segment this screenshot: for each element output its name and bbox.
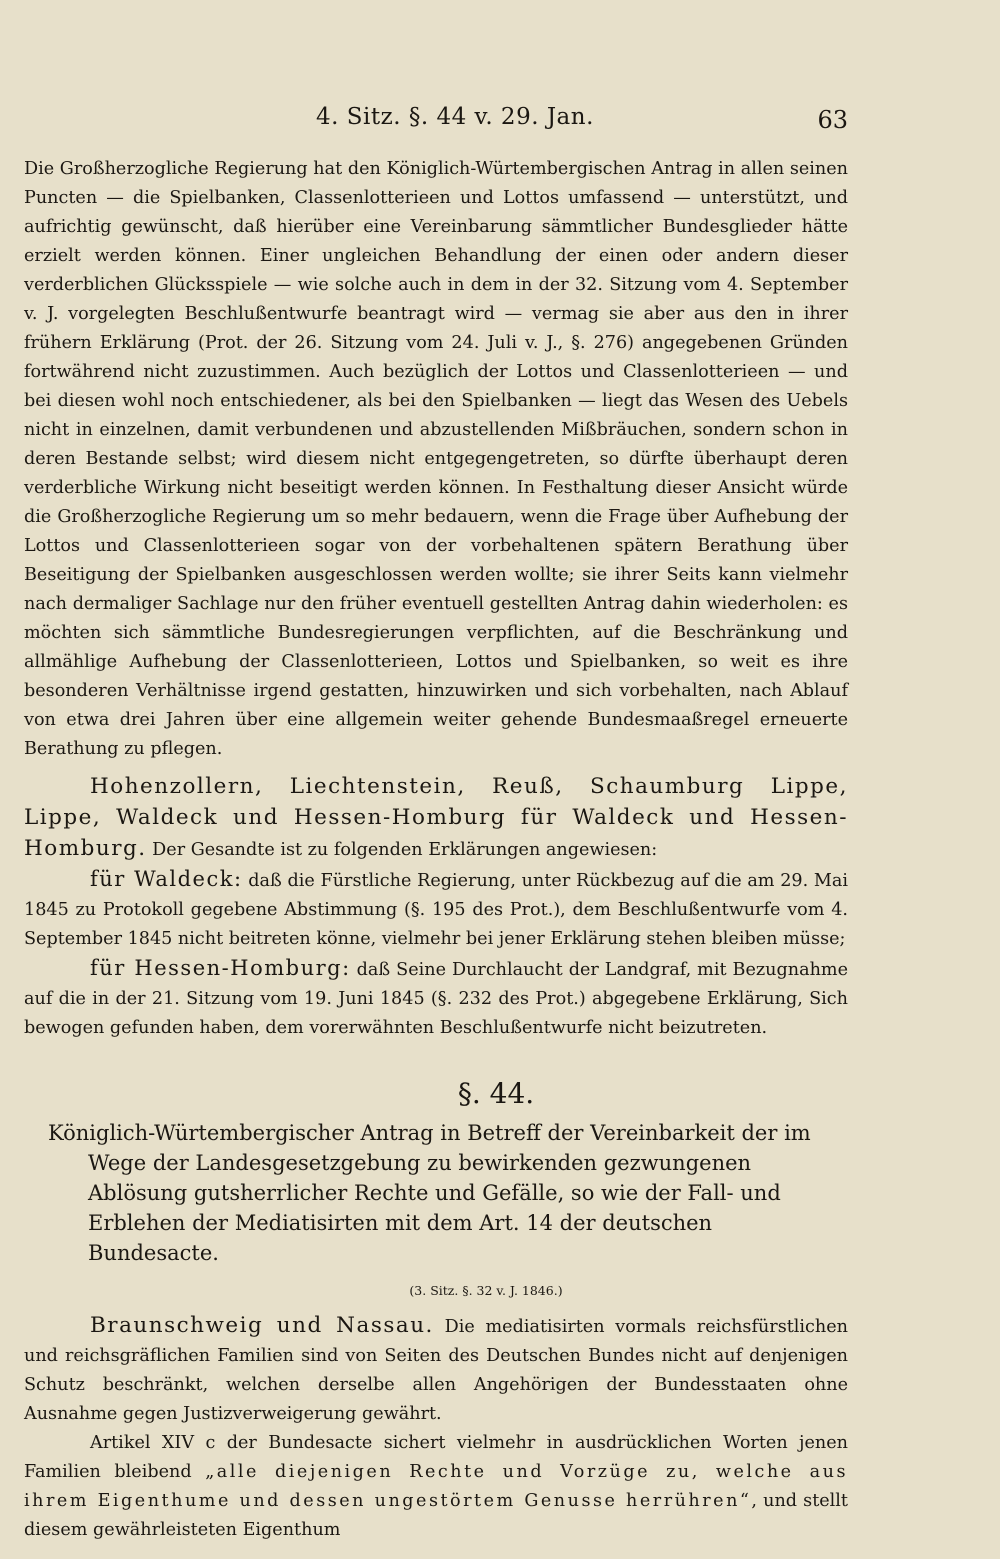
section-number: §. 44. xyxy=(457,1077,535,1110)
section-title: Königlich-Würtembergischer Antrag in Betreff der Vereinbarkeit der im Wege der Landesgesetzgebung zu bewirkenden gezwungenen Ablösung gutsherrlicher Rechte und Gefälle, so wie der Fall- und Erblehen der Mediatisirten mit dem Art. 14 der deutschen Bundesacte. xyxy=(48,1121,811,1265)
waldeck-label: für Waldeck: xyxy=(90,867,243,891)
page-number: 63 xyxy=(817,106,848,134)
paragraph-article-xiv xyxy=(24,1429,848,1545)
paragraph-waldeck xyxy=(24,865,848,954)
hessen-homburg-label: für Hessen-Homburg: xyxy=(90,956,351,980)
braunschweig-text: Die mediatisirten vormals reichsfürstlichen und reichsgräflichen Familien sind von Seiten des Deutschen Bundes nicht auf denjenigen Schutz beschränkt, welchen derselbe allen Angehörigen der Bundesstaaten ohne Ausnahme gegen Justizverweigerung gewährt. xyxy=(24,1317,848,1424)
article-quote: „alle diejenigen Rechte und Vorzüge zu, welche aus ihrem Eigenthume und dessen ungestörtem Genusse herrühren“ xyxy=(24,1462,849,1511)
braunschweig-heading: Braunschweig und Nassau. xyxy=(90,1313,434,1338)
states-intro: Der Gesandte ist zu folgenden Erklärungen angewiesen: xyxy=(152,840,658,860)
hessen-homburg-text: daß Seine Durchlaucht der Landgraf, mit Bezugnahme auf die in der 21. Sitzung vom 19. Juni 1845 (§. 232 des Prot.) abgegebene Erklärung, Sich bewogen gefunden haben, dem vorerwähnten Beschlußentwurfe nicht beizutreten. xyxy=(24,960,849,1038)
paragraph-hohenzollern xyxy=(24,772,848,865)
article-text-start: Artikel XIV c der Bundesacte sichert vielmehr in ausdrücklichen Worten jenen Familien bleibend xyxy=(24,1433,848,1482)
waldeck-text: daß die Fürstliche Regierung, unter Rückbezug auf die am 29. Mai 1845 zu Protokoll gegebene Abstimmung (§. 195 des Prot.), dem Beschlußentwurfe vom 4. September 1845 nicht beitreten könne, vielmehr bei jener Erklärung stehen bleiben müsse; xyxy=(24,871,849,949)
page-header xyxy=(0,104,1000,144)
article-text-end: , und stellt diesem gewährleisteten Eigenthum xyxy=(24,1491,848,1540)
section-reference: (3. Sitz. §. 32 v. J. 1846.) xyxy=(409,1283,563,1298)
paragraph-braunschweig xyxy=(24,1311,848,1429)
paragraph-hessen-homburg xyxy=(24,954,848,1043)
running-head: 4. Sitz. §. 44 v. 29. Jan. xyxy=(316,104,594,130)
states-heading: Hohenzollern, Liechtenstein, Reuß, Schaumburg Lippe, Lippe, Waldeck und Hessen-Homburg für Waldeck und Hessen-Homburg. xyxy=(24,774,848,861)
paragraph-grand-ducal: Die Großherzogliche Regierung hat den Königlich-Würtembergischen Antrag in allen seinen Puncten — die Spielbanken, Classenlotterieen und Lottos umfassend — unterstützt, und aufrichtig gewünscht, daß hierüber eine Vereinbarung sämmtlicher Bundesglieder hätte erzielt werden können. Einer ungleichen Behandlung der einen oder andern dieser verderblichen Glücksspiele — wie solche auch in dem in der 32. Sitzung vom 4. September v. J. vorgelegten Beschlußentwurfe beantragt wird — vermag sie aber aus den in ihrer frühern Erklärung (Prot. der 26. Sitzung vom 24. Juli v. J., §. 276) angegebenen Gründen fortwährend nicht zuzustimmen. Auch bezüglich der Lottos und Classenlotterieen — und bei diesen wohl noch entschiedener, als bei den Spielbanken — liegt das Wesen des Uebels nicht in einzelnen, damit verbundenen und abzustellenden Mißbräuchen, sondern schon in deren Bestande selbst; wird diesem nicht entgegengetreten, so dürfte überhaupt deren verderbliche Wirkung nicht beseitigt werden können. In Festhaltung dieser Ansicht würde die Großherzogliche Regierung um so mehr bedauern, wenn die Frage über Aufhebung der Lottos und Classenlotterieen sogar von der vorbehaltenen spätern Berathung über Beseitigung der Spielbanken ausgeschlossen werden wollte; sie ihrer Seits kann vielmehr nach dermaliger Sachlage nur den früher eventuell gestellten Antrag dahin wiederholen: es möchten sich sämmtliche Bundesregierungen verpflichten, auf die Beschränkung und allmählige Aufhebung der Classenlotterieen, Lottos und Spielbanken, so weit es ihre besonderen Verhältnisse irgend gestatten, hinzuwirken und sich vorbehalten, nach Ablauf von etwa drei Jahren über eine allgemein weiter gehende Bundesmaaßregel erneuerte Berathung zu pflegen. xyxy=(24,159,848,759)
page-body xyxy=(24,155,848,1545)
